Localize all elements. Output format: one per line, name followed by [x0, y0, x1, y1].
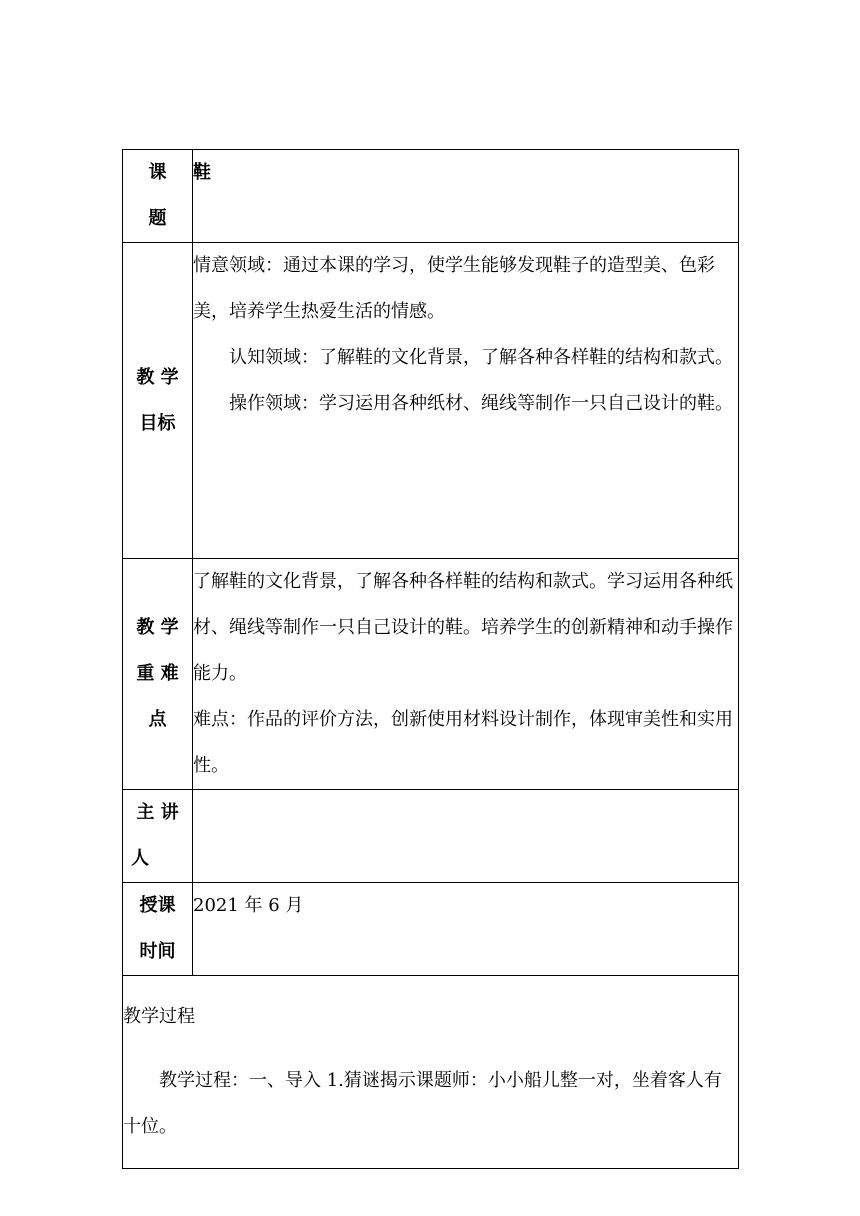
key-points-label	[123, 559, 193, 790]
key-points-label-line2: 重 难	[136, 663, 179, 684]
process-row	[123, 976, 739, 1169]
key-points-difficulty: 难点：作品的评价方法，创新使用材料设计制作，体现审美性和实用性。	[193, 709, 733, 776]
time-label-line2: 时间	[139, 941, 176, 962]
key-points-label-line3: 点	[148, 709, 167, 730]
topic-label-line1: 课	[148, 162, 167, 183]
goals-cognitive: 认知领域：了解鞋的文化背景，了解各种各样鞋的结构和款式。	[229, 347, 733, 368]
time-row	[123, 883, 739, 976]
process-intro: 教学过程：一、导入 1.猜谜揭示课题师：小小船儿整一对，坐着客人有十位。	[123, 1070, 722, 1137]
goals-label-line2: 目标	[139, 412, 176, 434]
goals-row	[123, 243, 739, 559]
time-label-line1: 授课	[139, 895, 176, 916]
time-value: 2021 年 6 月	[193, 895, 304, 916]
speaker-row	[123, 790, 739, 883]
speaker-value-cell	[193, 790, 739, 883]
process-cell	[123, 976, 739, 1169]
topic-value-cell	[193, 150, 739, 243]
key-points-main: 了解鞋的文化背景，了解各种各样鞋的结构和款式。学习运用各种纸材、绳线等制作一只自己设计的鞋。培养学生的创新精神和动手操作能力。	[193, 571, 733, 684]
time-label	[123, 883, 193, 976]
process-heading: 教学过程	[123, 1006, 195, 1027]
topic-label-line2: 题	[148, 208, 167, 229]
goals-operational: 操作领域：学习运用各种纸材、绳线等制作一只自己设计的鞋。	[229, 393, 733, 414]
time-value-cell	[193, 883, 739, 976]
topic-value: 鞋	[193, 162, 211, 183]
key-points-row	[123, 559, 739, 790]
key-points-content	[193, 559, 739, 790]
lesson-plan-table	[122, 149, 739, 1169]
goals-affective: 情意领域：通过本课的学习，使学生能够发现鞋子的造型美、色彩美，培养学生热爱生活的情感。	[193, 255, 715, 322]
goals-label-line1: 教 学	[136, 366, 179, 388]
key-points-label-line1: 教 学	[136, 617, 179, 638]
topic-label	[123, 150, 193, 243]
speaker-label	[123, 790, 193, 883]
speaker-label-line1: 主 讲	[136, 802, 179, 823]
goals-label	[123, 243, 193, 559]
topic-row	[123, 150, 739, 243]
goals-content	[193, 243, 739, 559]
speaker-label-line2: 人	[131, 848, 149, 869]
